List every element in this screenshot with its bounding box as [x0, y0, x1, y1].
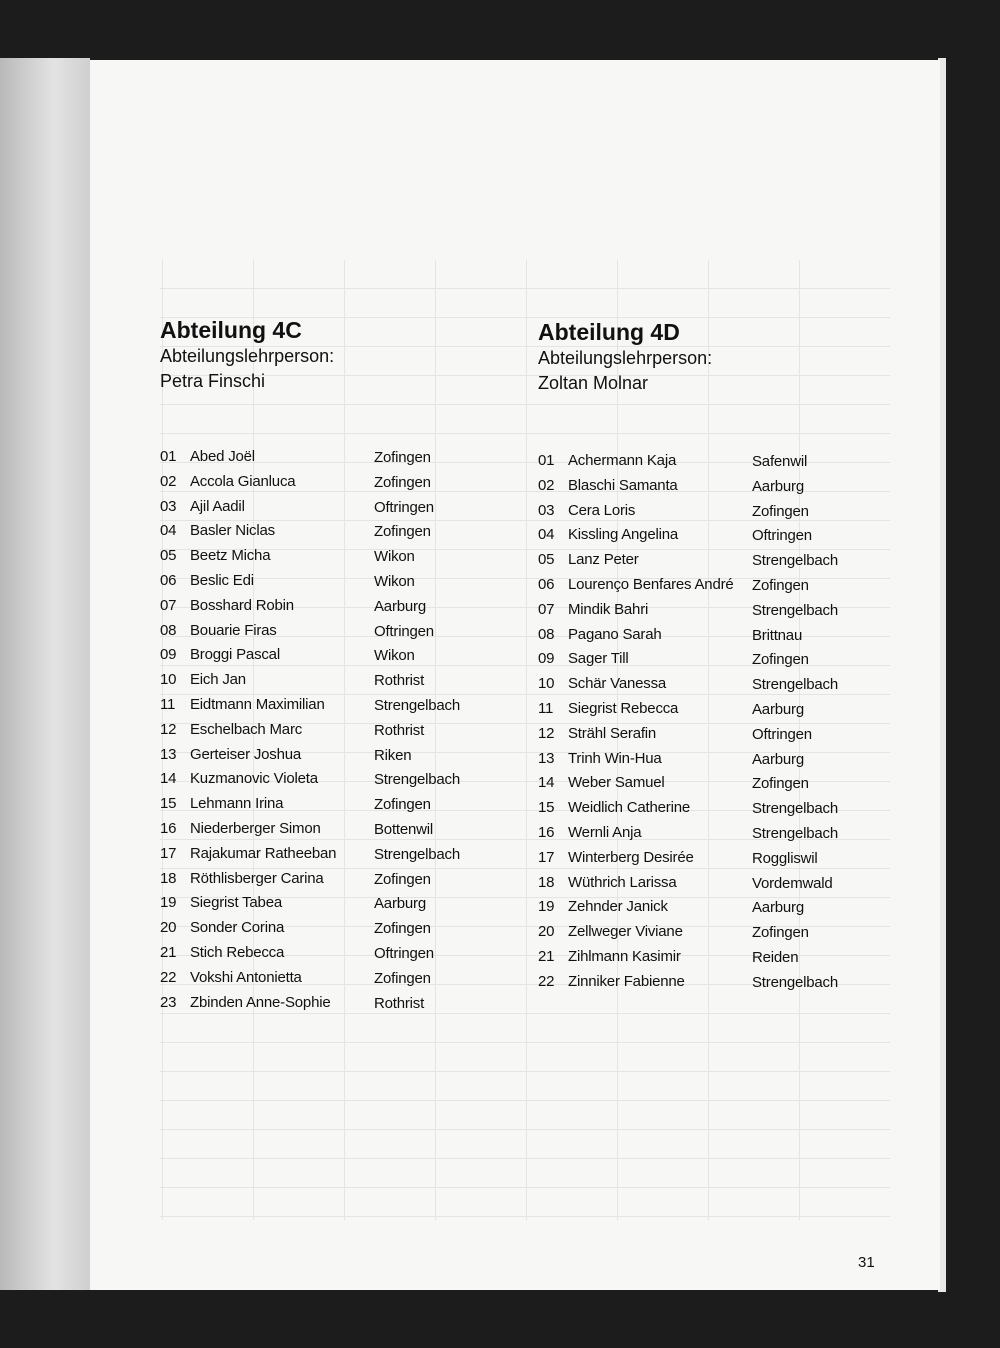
student-number: 06 — [160, 571, 177, 589]
student-place: Wikon — [374, 572, 415, 590]
student-number: 07 — [538, 600, 555, 618]
student-place: Wikon — [374, 548, 415, 566]
student-name: Zehnder Janick — [568, 898, 668, 916]
student-name: Siegrist Tabea — [190, 894, 282, 912]
student-number: 12 — [538, 724, 555, 742]
teacher-name: Petra Finschi — [160, 371, 266, 391]
student-name: Lourenço Benfares André — [568, 575, 734, 593]
student-number: 22 — [538, 972, 555, 990]
student-number: 17 — [538, 848, 555, 866]
student-number: 16 — [160, 819, 177, 837]
student-number: 09 — [538, 650, 555, 668]
student-place: Oftringen — [374, 944, 434, 962]
student-place: Strengelbach — [374, 696, 460, 714]
student-number: 10 — [160, 671, 177, 689]
student-place: Vordemwald — [752, 874, 833, 892]
student-name: Beslic Edi — [190, 571, 254, 589]
teacher-label: Abteilungslehrperson: — [538, 348, 713, 368]
student-name: Wernli Anja — [568, 823, 642, 841]
student-place: Strengelbach — [752, 824, 838, 842]
student-place: Roggliswil — [752, 849, 818, 867]
student-name: Strähl Serafin — [568, 724, 657, 742]
student-name: Lehmann Irina — [190, 795, 284, 813]
student-place: Zofingen — [374, 796, 431, 814]
student-name: Zellweger Viviane — [568, 923, 683, 941]
student-place: Rothrist — [374, 672, 425, 690]
student-name: Zihlmann Kasimir — [568, 947, 681, 965]
student-number: 07 — [160, 596, 177, 614]
student-number: 18 — [538, 873, 555, 891]
student-name: Achermann Kaja — [568, 452, 677, 469]
student-place: Aarburg — [374, 895, 426, 913]
section-title: Abteilung 4C — [160, 317, 302, 343]
section-title: Abteilung 4D — [538, 319, 680, 345]
student-place: Zofingen — [752, 651, 809, 669]
student-number: 16 — [538, 823, 555, 841]
student-name: Weidlich Catherine — [568, 799, 691, 817]
student-place: Rothrist — [374, 721, 425, 739]
student-place: Zofingen — [374, 870, 431, 888]
student-place: Zofingen — [374, 473, 431, 491]
student-number: 05 — [538, 551, 555, 569]
student-place: Zofingen — [752, 924, 809, 942]
section-abteilung-4d — [538, 318, 838, 991]
student-name: Vokshi Antonietta — [190, 968, 302, 986]
student-number: 08 — [538, 625, 555, 643]
student-place: Zofingen — [374, 523, 431, 541]
student-place: Aarburg — [752, 750, 804, 768]
student-number: 04 — [538, 526, 555, 544]
section-abteilung-4c — [160, 316, 460, 1012]
student-number: 20 — [538, 923, 555, 941]
show-through-backside — [150, 120, 890, 1230]
student-place: Aarburg — [752, 700, 804, 718]
student-name: Rajakumar Ratheeban — [190, 844, 337, 862]
student-number: 19 — [160, 894, 177, 912]
student-place: Strengelbach — [752, 601, 838, 619]
student-place: Strengelbach — [752, 973, 838, 991]
student-number: 03 — [538, 501, 555, 519]
student-name: Kuzmanovic Violeta — [190, 770, 318, 788]
student-name: Sonder Corina — [190, 919, 285, 937]
student-place: Strengelbach — [752, 800, 838, 818]
student-number: 14 — [160, 770, 177, 788]
student-number: 15 — [538, 799, 555, 817]
student-name: Wüthrich Larissa — [568, 873, 677, 891]
student-number: 20 — [160, 919, 177, 937]
student-name: Röthlisberger Carina — [190, 869, 324, 887]
student-name: Blaschi Samanta — [568, 476, 678, 494]
student-place: Oftringen — [752, 527, 812, 545]
student-number: 02 — [160, 472, 177, 490]
student-place: Zofingen — [374, 969, 431, 987]
student-number: 04 — [160, 522, 177, 540]
page-number: 31 — [858, 1254, 875, 1271]
student-name: Accola Gianluca — [190, 472, 296, 490]
student-name: Abed Joël — [190, 448, 255, 465]
student-place: Zofingen — [752, 775, 809, 793]
student-name: Kissling Angelina — [568, 526, 679, 544]
student-name: Siegrist Rebecca — [568, 699, 679, 717]
student-number: 11 — [160, 695, 176, 713]
student-place: Riken — [374, 746, 412, 764]
student-number: 11 — [538, 699, 554, 717]
student-number: 08 — [160, 621, 177, 639]
student-name: Weber Samuel — [568, 774, 665, 792]
student-number: 10 — [538, 675, 555, 693]
student-number: 12 — [160, 720, 177, 738]
student-number: 13 — [160, 745, 177, 763]
student-name: Eich Jan — [190, 671, 246, 689]
student-place: Zofingen — [752, 502, 809, 520]
student-number: 18 — [160, 869, 177, 887]
student-name: Gerteiser Joshua — [190, 745, 302, 763]
teacher-label: Abteilungslehrperson: — [160, 346, 335, 366]
student-place: Aarburg — [752, 899, 804, 917]
student-number: 05 — [160, 547, 177, 565]
facing-page-edge — [0, 58, 90, 1290]
student-place: Zofingen — [374, 449, 431, 466]
student-name: Zbinden Anne-Sophie — [190, 993, 331, 1011]
student-name: Basler Niclas — [190, 522, 275, 540]
student-name: Eschelbach Marc — [190, 720, 303, 738]
student-place: Wikon — [374, 647, 415, 665]
student-place: Bottenwil — [374, 820, 434, 838]
student-place: Aarburg — [374, 597, 426, 615]
student-place: Strengelbach — [374, 845, 460, 863]
student-name: Winterberg Desirée — [568, 848, 694, 866]
student-number: 13 — [538, 749, 555, 767]
student-name: Schär Vanessa — [568, 675, 667, 693]
student-place: Oftringen — [374, 498, 434, 516]
student-place: Zofingen — [752, 576, 809, 594]
teacher-name: Zoltan Molnar — [538, 373, 649, 393]
student-number: 17 — [160, 844, 177, 862]
student-place: Aarburg — [752, 477, 804, 495]
student-place: Strengelbach — [374, 771, 460, 789]
student-name: Stich Rebecca — [190, 943, 285, 961]
student-name: Mindik Bahri — [568, 600, 649, 618]
student-place: Strengelbach — [752, 552, 838, 570]
student-number: 21 — [160, 943, 177, 961]
student-name: Bouarie Firas — [190, 621, 277, 639]
student-number: 21 — [538, 947, 555, 965]
student-name: Bosshard Robin — [190, 596, 294, 614]
student-number: 23 — [160, 993, 177, 1011]
student-place: Strengelbach — [752, 676, 838, 694]
student-name: Zinniker Fabienne — [568, 972, 685, 990]
student-number: 01 — [538, 452, 555, 469]
student-name: Trinh Win-Hua — [568, 749, 662, 767]
student-name: Broggi Pascal — [190, 646, 280, 664]
student-place: Brittnau — [752, 626, 803, 644]
student-name: Pagano Sarah — [568, 625, 662, 643]
student-number: 09 — [160, 646, 177, 664]
student-name: Eidtmann Maximilian — [190, 695, 325, 713]
student-name: Cera Loris — [568, 501, 636, 519]
student-name: Ajil Aadil — [190, 497, 245, 515]
student-number: 06 — [538, 575, 555, 593]
student-number: 15 — [160, 795, 177, 813]
student-name: Lanz Peter — [568, 551, 639, 569]
student-place: Zofingen — [374, 920, 431, 938]
student-number: 22 — [160, 968, 177, 986]
student-place: Safenwil — [752, 453, 808, 470]
student-place: Oftringen — [752, 725, 812, 743]
student-name: Niederberger Simon — [190, 819, 321, 837]
student-number: 14 — [538, 774, 555, 792]
student-number: 02 — [538, 476, 555, 494]
student-place: Reiden — [752, 948, 799, 966]
student-number: 19 — [538, 898, 555, 916]
student-name: Sager Till — [568, 650, 629, 668]
student-number: 03 — [160, 497, 177, 515]
student-place: Oftringen — [374, 622, 434, 640]
student-name: Beetz Micha — [190, 547, 271, 565]
student-number: 01 — [160, 448, 177, 465]
student-place: Rothrist — [374, 994, 425, 1012]
